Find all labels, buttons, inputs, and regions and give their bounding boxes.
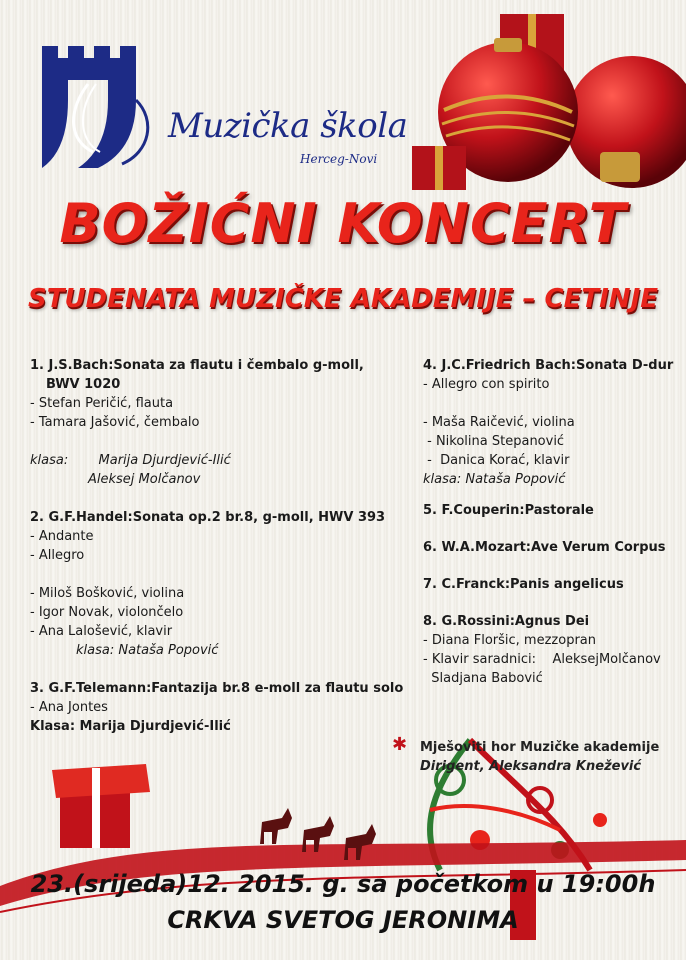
klasa-line: klasa: Nataša Popović [76, 643, 219, 658]
concert-title: BOŽIĆNI KONCERT [59, 192, 627, 255]
performer-line: Sladjana Babović [423, 671, 543, 686]
performer-line: - Danica Korać, klavir [423, 453, 570, 468]
performer-line: - Miloš Bošković, violina [30, 586, 185, 601]
program-item [30, 508, 400, 660]
program-item-title: 7. C.Franck:Panis angelicus [423, 577, 624, 592]
program-right [423, 356, 673, 688]
program-item [423, 356, 673, 489]
program-item-title: 1. J.S.Bach:Sonata za flautu i čembalo g-moll, [30, 358, 364, 373]
program-item [30, 679, 404, 736]
performer-line: - Stefan Peričić, flauta [30, 396, 174, 411]
program-item-title: 2. G.F.Handel:Sonata op.2 br.8, g-moll, HWV 393 [30, 510, 386, 525]
concert-venue: CRKVA SVETOG JERONIMA [167, 906, 519, 934]
klasa-line: Klasa: Marija Djurdjević-Ilić [30, 719, 231, 734]
performer-line: - Tamara Jašović, čembalo [30, 415, 200, 430]
school-city: Herceg-Novi [300, 152, 378, 166]
performer-line: - Ana Lalošević, klavir [30, 624, 173, 639]
program-item-title: 6. W.A.Mozart:Ave Verum Corpus [423, 540, 666, 555]
movement-line: - Allegro con spirito [423, 377, 550, 392]
program-item-title: 4. J.C.Friedrich Bach:Sonata D-dur [423, 358, 674, 373]
klasa-label: klasa: [30, 453, 69, 468]
concert-date: 23.(srijeda)12. 2015. g. sa početkom u 19:00h [30, 870, 656, 898]
program-item-title: 8. G.Rossini:Agnus Dei [423, 614, 590, 629]
klasa-name: Aleksej Molčanov [88, 472, 201, 487]
performer-line: - Igor Novak, violončelo [30, 605, 184, 620]
performer-line: - Maša Raičević, violina [423, 415, 575, 430]
program-item [423, 612, 673, 688]
christmas-ornaments-icon [400, 0, 686, 200]
choir-conductor: Dirigent, Aleksandra Knežević [420, 759, 642, 774]
concert-subtitle: STUDENATA MUZIČKE AKADEMIJE – CETINJE [27, 284, 659, 314]
svg-text:✱: ✱ [392, 734, 408, 755]
performer-line: - Klavir saradnici: AleksejMolčanov [423, 652, 661, 667]
choir-name: Mješoviti hor Muzičke akademije [420, 740, 660, 755]
klasa-line: klasa: Nataša Popović [423, 472, 566, 487]
program-item-title: 5. F.Couperin:Pastorale [423, 503, 594, 518]
program-left [30, 356, 404, 736]
klasa-name: Marija Djurdjević-Ilić [98, 453, 231, 468]
movement-line: - Allegro [30, 548, 85, 563]
program-item-title: 3. G.F.Telemann:Fantazija br.8 e-moll za flautu solo [30, 681, 404, 696]
program-item [30, 356, 400, 489]
movement-line: - Andante [30, 529, 94, 544]
school-logo-icon [38, 40, 158, 170]
performer-line: - Diana Floršic, mezzopran [423, 633, 596, 648]
performer-line: - Nikolina Stepanović [423, 434, 565, 449]
performer-line: - Ana Jontes [30, 700, 108, 715]
program-item-title-cont: BWV 1020 [46, 377, 121, 392]
school-name: Muzička škola [168, 106, 408, 146]
choir-block [420, 738, 659, 776]
